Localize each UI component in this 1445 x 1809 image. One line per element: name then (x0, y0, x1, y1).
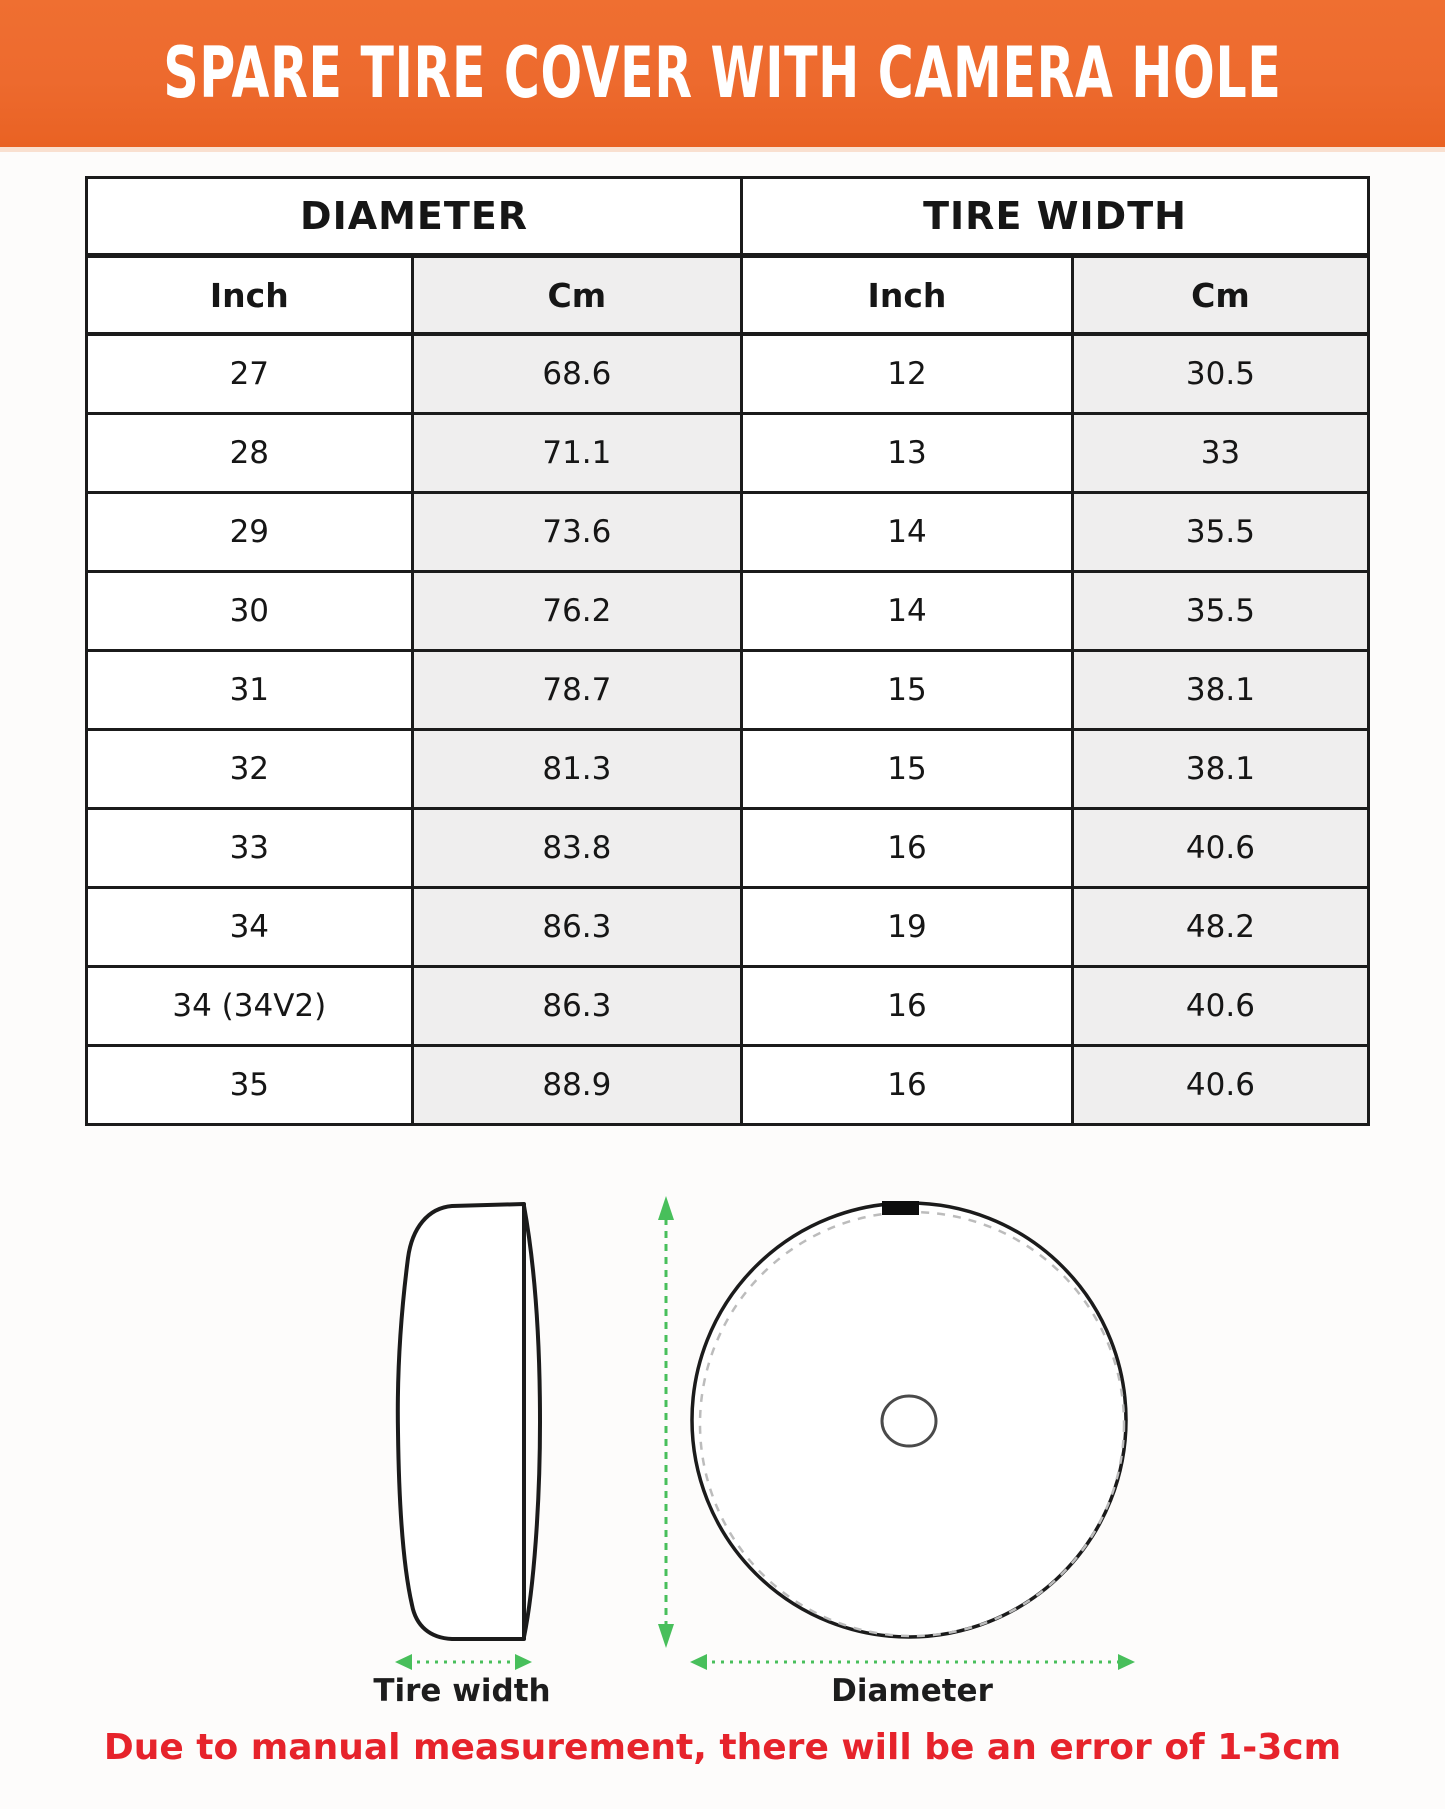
cell-width-inch: 14 (742, 493, 1073, 572)
cell-width-cm: 35.5 (1072, 493, 1368, 572)
cell-diameter-cm: 73.6 (412, 493, 741, 572)
measurement-error-note: Due to manual measurement, there will be an error of 1-3cm (103, 1727, 1342, 1768)
cell-width-cm: 48.2 (1072, 888, 1368, 967)
diameter-label: Diameter (831, 1673, 993, 1709)
tire-width-group-header: TIRE WIDTH (742, 178, 1369, 256)
cell-width-cm: 40.6 (1072, 809, 1368, 888)
table-row (87, 888, 1369, 967)
cell-width-inch: 16 (742, 967, 1073, 1046)
cell-width-cm: 38.1 (1072, 651, 1368, 730)
diameter-vertical-arrow (658, 1196, 674, 1648)
cell-width-inch: 19 (742, 888, 1073, 967)
table-column-header-row (87, 256, 1369, 335)
cell-diameter-inch: 34 (87, 888, 413, 967)
cell-diameter-cm: 78.7 (412, 651, 741, 730)
diameter-arrow (690, 1654, 1135, 1670)
cell-width-inch: 15 (742, 651, 1073, 730)
tire-width-arrow (395, 1654, 532, 1670)
table-row (87, 334, 1369, 414)
cell-diameter-inch: 34 (34V2) (87, 967, 413, 1046)
cell-diameter-cm: 81.3 (412, 730, 741, 809)
table-group-header-row (87, 178, 1369, 256)
camera-hole (882, 1396, 936, 1446)
cell-diameter-inch: 35 (87, 1046, 413, 1125)
size-table-container (85, 176, 1370, 1126)
table-row (87, 414, 1369, 493)
cell-diameter-inch: 30 (87, 572, 413, 651)
cell-diameter-inch: 31 (87, 651, 413, 730)
top-marker (882, 1201, 919, 1215)
cell-diameter-cm: 68.6 (412, 334, 741, 414)
cell-diameter-inch: 33 (87, 809, 413, 888)
cell-diameter-inch: 29 (87, 493, 413, 572)
cell-diameter-cm: 88.9 (412, 1046, 741, 1125)
cell-diameter-cm: 83.8 (412, 809, 741, 888)
col-header-diameter-cm: Cm (412, 256, 741, 335)
cell-diameter-cm: 86.3 (412, 967, 741, 1046)
cell-width-inch: 12 (742, 334, 1073, 414)
cell-width-inch: 14 (742, 572, 1073, 651)
table-row (87, 1046, 1369, 1125)
title-banner (0, 0, 1445, 147)
cell-width-cm: 33 (1072, 414, 1368, 493)
col-header-diameter-inch: Inch (87, 256, 413, 335)
cell-diameter-inch: 28 (87, 414, 413, 493)
size-table (85, 176, 1370, 1126)
tire-side-view (398, 1204, 540, 1639)
cell-width-inch: 16 (742, 809, 1073, 888)
cell-width-cm: 40.6 (1072, 1046, 1368, 1125)
table-row (87, 967, 1369, 1046)
table-row (87, 651, 1369, 730)
cell-width-cm: 38.1 (1072, 730, 1368, 809)
cell-diameter-cm: 86.3 (412, 888, 741, 967)
cell-width-cm: 30.5 (1072, 334, 1368, 414)
banner-edge-divider (0, 147, 1445, 152)
cell-width-inch: 15 (742, 730, 1073, 809)
table-row (87, 730, 1369, 809)
table-row (87, 572, 1369, 651)
cell-width-inch: 16 (742, 1046, 1073, 1125)
cell-diameter-inch: 32 (87, 730, 413, 809)
table-row (87, 809, 1369, 888)
cell-diameter-cm: 71.1 (412, 414, 741, 493)
cell-diameter-cm: 76.2 (412, 572, 741, 651)
tire-width-label: Tire width (373, 1673, 551, 1709)
cell-diameter-inch: 27 (87, 334, 413, 414)
tire-front-view (692, 1201, 1126, 1637)
page-title: SPARE TIRE COVER WITH CAMERA HOLE (163, 32, 1282, 115)
diameter-group-header: DIAMETER (87, 178, 742, 256)
col-header-width-cm: Cm (1072, 256, 1368, 335)
cell-width-cm: 35.5 (1072, 572, 1368, 651)
cell-width-cm: 40.6 (1072, 967, 1368, 1046)
table-row (87, 493, 1369, 572)
measurement-diagram (0, 1180, 1445, 1715)
cell-width-inch: 13 (742, 414, 1073, 493)
col-header-width-inch: Inch (742, 256, 1073, 335)
